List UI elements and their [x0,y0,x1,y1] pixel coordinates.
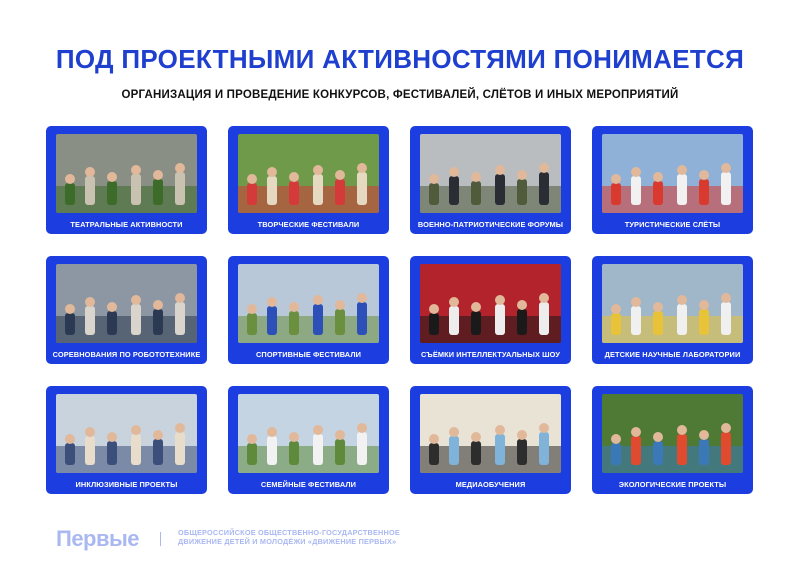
activity-card-ecology[interactable] [592,386,753,494]
organization-line-1: ОБЩЕРОССИЙСКОЕ ОБЩЕСТВЕННО-ГОСУДАРСТВЕННОЕ [178,528,400,537]
activity-card-robotics[interactable] [46,256,207,364]
ecology-projects-photo [602,394,743,473]
activity-card-label: СПОРТИВНЫЕ ФЕСТИВАЛИ [255,350,362,359]
activity-card-label: ВОЕННО-ПАТРИОТИЧЕСКИЕ ФОРУМЫ [417,220,564,229]
tourist-rally-photo [602,134,743,213]
activity-card-science-labs[interactable] [592,256,753,364]
activity-card-label: ТВОРЧЕСКИЕ ФЕСТИВАЛИ [257,220,360,229]
activity-card-label: МЕДИАОБУЧЕНИЯ [455,480,526,489]
activity-card-inclusive[interactable] [46,386,207,494]
activity-card-label: ДЕТСКИЕ НАУЧНЫЕ ЛАБОРАТОРИИ [604,350,741,359]
brand-logo: Первые [56,526,140,551]
intellectual-show-photo [420,264,561,343]
media-training-photo [420,394,561,473]
robotics-photo [56,264,197,343]
inclusive-projects-photo [56,394,197,473]
family-festival-photo [238,394,379,473]
page-subtitle: ОРГАНИЗАЦИЯ И ПРОВЕДЕНИЕ КОНКУРСОВ, ФЕСТИВАЛЕЙ, СЛЁТОВ И ИНЫХ МЕРОПРИЯТИЙ [121,89,679,101]
activity-card-theatre[interactable] [46,126,207,234]
activity-card-label: СОРЕВНОВАНИЯ ПО РОБОТОТЕХНИКЕ [52,350,201,359]
activity-card-media-training[interactable] [410,386,571,494]
activity-card-creative-festivals[interactable] [228,126,389,234]
military-forum-photo [420,134,561,213]
activity-card-military-forums[interactable] [410,126,571,234]
activities-grid [46,126,753,494]
activity-card-label: ИНКЛЮЗИВНЫЕ ПРОЕКТЫ [75,480,178,489]
page-title: ПОД ПРОЕКТНЫМИ АКТИВНОСТЯМИ ПОНИМАЕТСЯ [55,44,745,74]
theatre-photo [56,134,197,213]
sport-festival-photo [238,264,379,343]
activity-card-intellectual-shows[interactable] [410,256,571,364]
activity-card-family-festivals[interactable] [228,386,389,494]
activity-card-label: ТЕАТРАЛЬНЫЕ АКТИВНОСТИ [70,220,183,229]
activity-card-label: СЕМЕЙНЫЕ ФЕСТИВАЛИ [260,480,357,489]
activity-card-label: ЭКОЛОГИЧЕСКИЕ ПРОЕКТЫ [618,480,727,489]
activity-card-sport-festivals[interactable] [228,256,389,364]
activity-card-tourist-rallies[interactable] [592,126,753,234]
science-lab-photo [602,264,743,343]
activity-card-label: ТУРИСТИЧЕСКИЕ СЛЁТЫ [624,220,721,229]
organization-line-2: ДВИЖЕНИЕ ДЕТЕЙ И МОЛОДЁЖИ «ДВИЖЕНИЕ ПЕРВЫХ» [178,537,397,546]
footer-divider [160,532,161,546]
organization-name [178,528,400,546]
creative-festival-photo [238,134,379,213]
activity-card-label: СЪЁМКИ ИНТЕЛЛЕКТУАЛЬНЫХ ШОУ [420,350,561,359]
